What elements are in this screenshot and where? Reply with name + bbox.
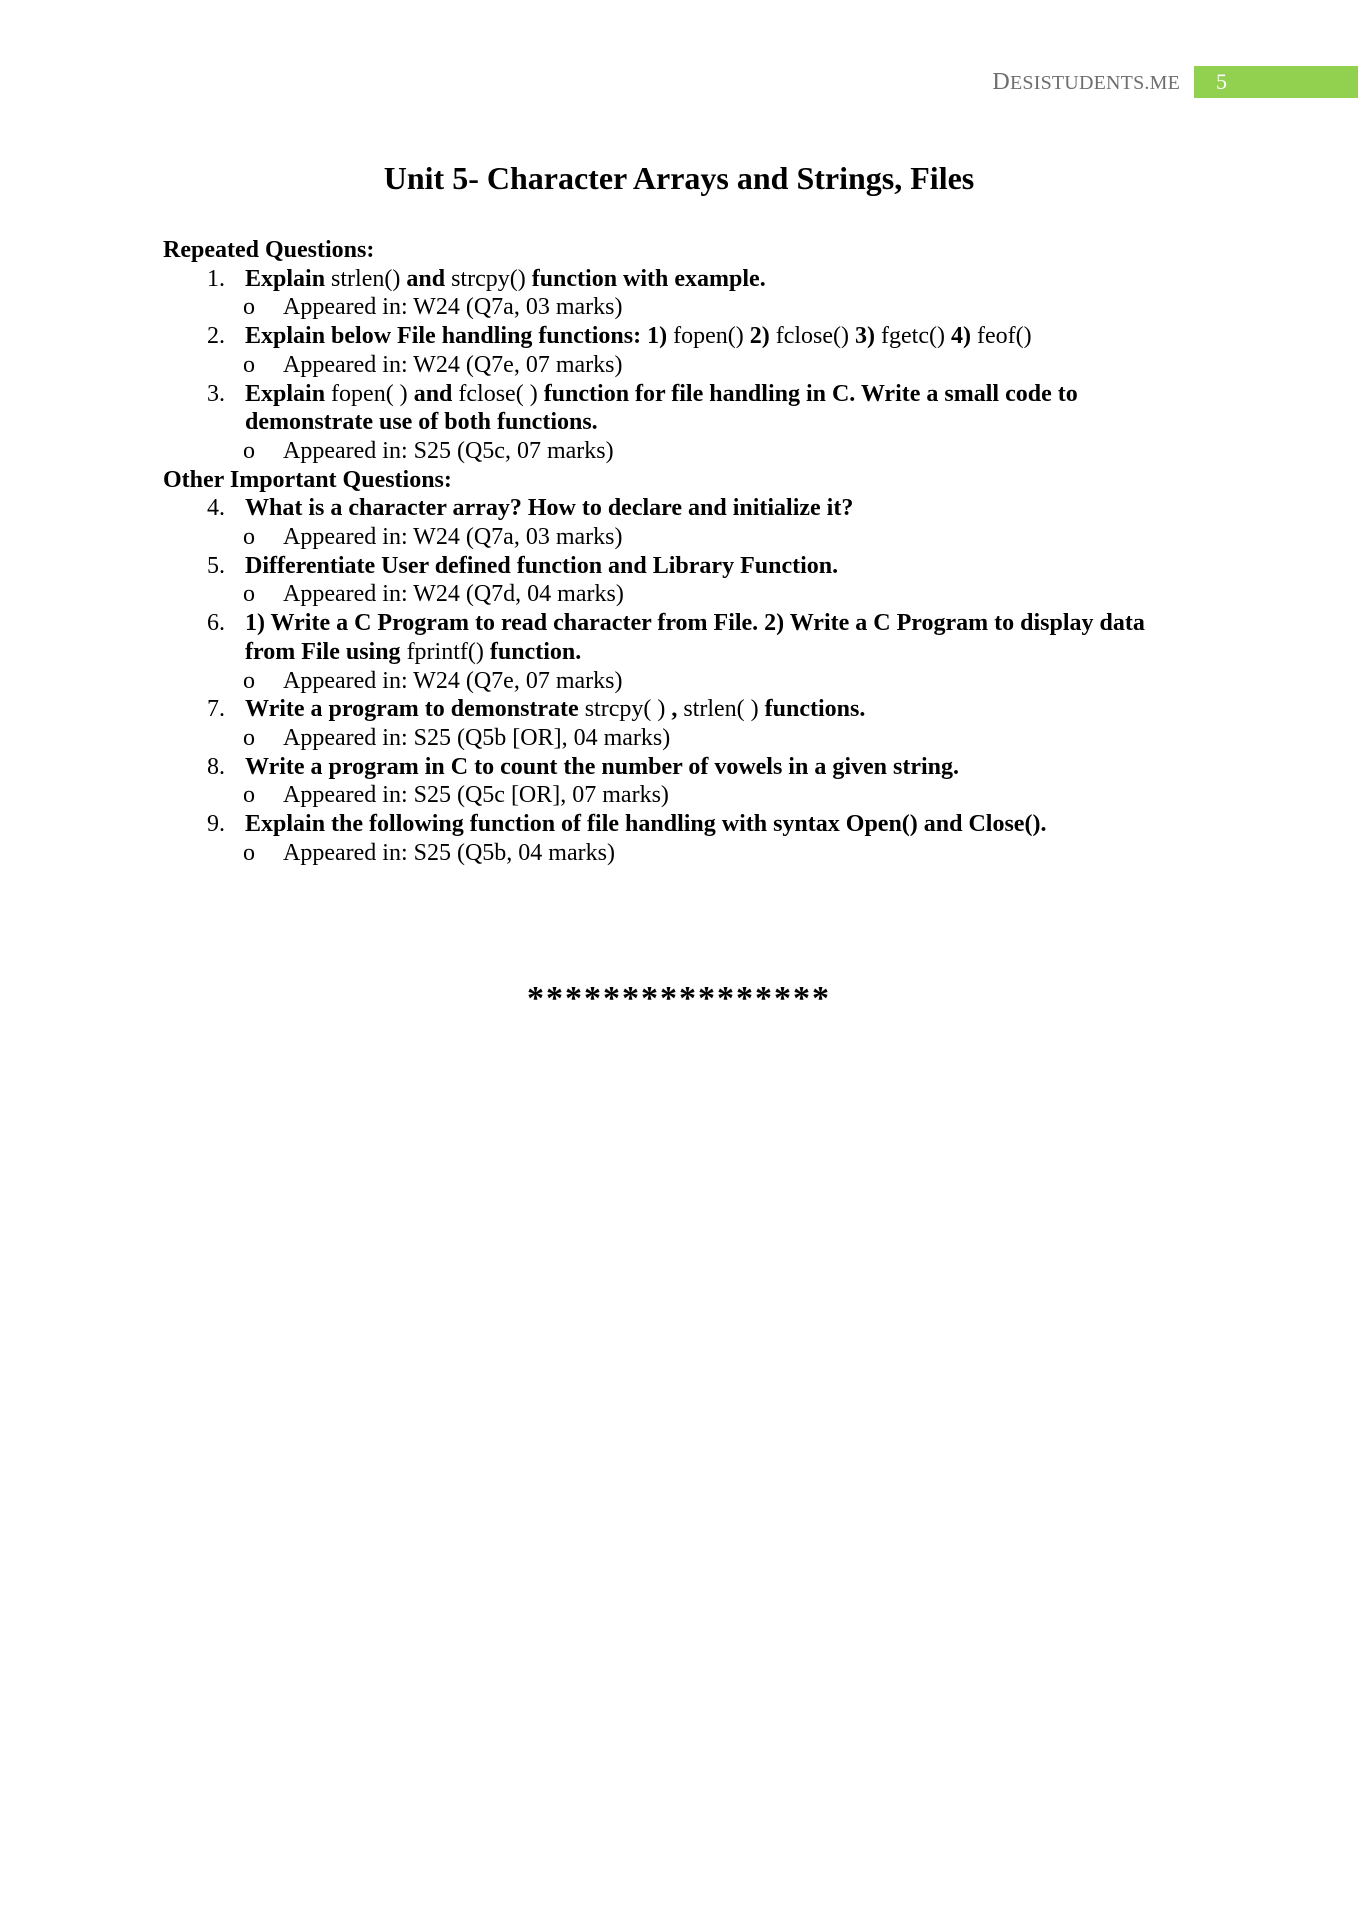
question-item [163, 494, 1223, 523]
question-text-segment: 1) Write a C Program to read character from File. 2) Write a C Program to display data [245, 610, 1145, 637]
question-text-segment: fopen( ) [331, 380, 408, 407]
question-number: 5. [207, 552, 225, 579]
footer-separator: **************** [527, 980, 831, 1017]
question-text-segment: Explain the following function of file handling with syntax Open() and Close(). [245, 811, 1047, 838]
question-text-segment: 4) [944, 323, 977, 350]
question-text [245, 753, 1223, 782]
appeared-in-text: Appeared in: W24 (Q7e, 07 marks) [283, 667, 623, 694]
appeared-in-text: Appeared in: S25 (Q5b [OR], 04 marks) [283, 724, 671, 751]
bullet-icon: o [243, 524, 255, 551]
question-text [245, 408, 1223, 437]
bullet-icon: o [243, 724, 255, 751]
questions-content [163, 236, 1223, 867]
question-text-segment: fgetc() [881, 323, 945, 350]
bullet-icon: o [243, 782, 255, 809]
question-text-segment: and [400, 265, 452, 292]
question-text-segment: 3) [849, 323, 882, 350]
question-text-segment: function with example. [525, 265, 766, 292]
question-text-segment: functions. [758, 696, 866, 723]
appeared-in-text: Appeared in: W24 (Q7a, 03 marks) [283, 524, 623, 551]
appeared-in-item [163, 437, 1223, 466]
appeared-in-text: Appeared in: S25 (Q5c, 07 marks) [283, 437, 614, 464]
appeared-in-item [163, 580, 1223, 609]
appeared-in-text: Appeared in: S25 (Q5b, 04 marks) [283, 839, 615, 866]
question-number: 1. [207, 265, 225, 292]
site-name-initial: D [992, 69, 1010, 95]
question-text [245, 552, 1223, 581]
question-text [245, 494, 1223, 523]
question-number: 4. [207, 495, 225, 522]
page-number: 5 [1194, 66, 1358, 98]
appeared-in-item [163, 839, 1223, 868]
appeared-in-item [163, 781, 1223, 810]
question-text-segment: , [665, 696, 684, 723]
question-text [245, 265, 1223, 294]
bullet-icon: o [243, 351, 255, 378]
question-text [245, 638, 1223, 667]
bullet-icon: o [243, 667, 255, 694]
question-item [163, 552, 1223, 581]
question-text-segment: Explain below File handling functions: 1) [245, 323, 674, 350]
question-text-segment: demonstrate use of both functions. [245, 409, 598, 436]
question-text-segment: Explain [245, 380, 332, 407]
question-item-continuation [163, 408, 1223, 437]
question-item [163, 380, 1223, 409]
repeated-questions-list [163, 265, 1223, 466]
question-text-segment: from File using [245, 638, 407, 665]
appeared-in-text: Appeared in: W24 (Q7d, 04 marks) [283, 581, 624, 608]
question-text-segment: Differentiate User defined function and Library Function. [245, 552, 839, 579]
question-text [245, 322, 1223, 351]
question-number: 8. [207, 753, 225, 780]
question-text-segment: strcpy() [451, 265, 526, 292]
question-number: 6. [207, 610, 225, 637]
question-number [163, 638, 245, 667]
page-title: Unit 5- Character Arrays and Strings, Files [383, 160, 975, 196]
question-text [245, 810, 1223, 839]
question-item [163, 609, 1223, 638]
question-text [245, 695, 1223, 724]
appeared-in-item [163, 293, 1223, 322]
question-text-segment: function for file handling in C. Write a small code to [537, 380, 1078, 407]
repeated-questions-heading: Repeated Questions: [163, 237, 375, 263]
appeared-in-text: Appeared in: W24 (Q7a, 03 marks) [283, 294, 623, 321]
appeared-in-text: Appeared in: S25 (Q5c [OR], 07 marks) [283, 782, 669, 809]
question-text-segment: feof() [976, 323, 1032, 350]
question-text-segment: Write a program in C to count the number of vowels in a given string. [245, 753, 959, 780]
question-text-segment: strlen() [331, 265, 401, 292]
appeared-in-item [163, 667, 1223, 696]
question-item [163, 753, 1223, 782]
question-text-segment: fclose() [775, 323, 850, 350]
question-number: 7. [207, 696, 225, 723]
question-text-segment: Explain [245, 265, 332, 292]
question-item [163, 695, 1223, 724]
question-item-continuation [163, 638, 1223, 667]
question-number [163, 408, 245, 437]
question-item [163, 322, 1223, 351]
question-number: 3. [207, 380, 225, 407]
question-text-segment: fclose( ) [458, 380, 538, 407]
page-header [992, 66, 1358, 98]
question-text-segment: fopen() [673, 323, 744, 350]
question-text-segment: What is a character array? How to declare and initialize it? [245, 495, 854, 522]
question-text-segment: Write a program to demonstrate [245, 696, 585, 723]
question-text [245, 380, 1223, 409]
question-item [163, 810, 1223, 839]
bullet-icon: o [243, 294, 255, 321]
appeared-in-text: Appeared in: W24 (Q7e, 07 marks) [283, 351, 623, 378]
question-text-segment: strcpy( ) [584, 696, 666, 723]
bullet-icon: o [243, 437, 255, 464]
appeared-in-item [163, 523, 1223, 552]
bullet-icon: o [243, 839, 255, 866]
appeared-in-item [163, 351, 1223, 380]
bullet-icon: o [243, 581, 255, 608]
question-number: 9. [207, 811, 225, 838]
other-questions-heading: Other Important Questions: [163, 466, 452, 493]
question-text-segment: function. [483, 638, 582, 665]
question-text [245, 609, 1223, 638]
question-text-segment: fprintf() [406, 638, 484, 665]
question-text-segment: and [407, 380, 459, 407]
question-text-segment: 2) [743, 323, 776, 350]
other-questions-list [163, 494, 1223, 867]
question-number: 2. [207, 323, 225, 350]
appeared-in-item [163, 724, 1223, 753]
site-name [992, 66, 1194, 98]
site-name-rest: ESISTUDENTS.ME [1009, 72, 1180, 94]
question-item [163, 265, 1223, 294]
question-text-segment: strlen( ) [683, 696, 759, 723]
